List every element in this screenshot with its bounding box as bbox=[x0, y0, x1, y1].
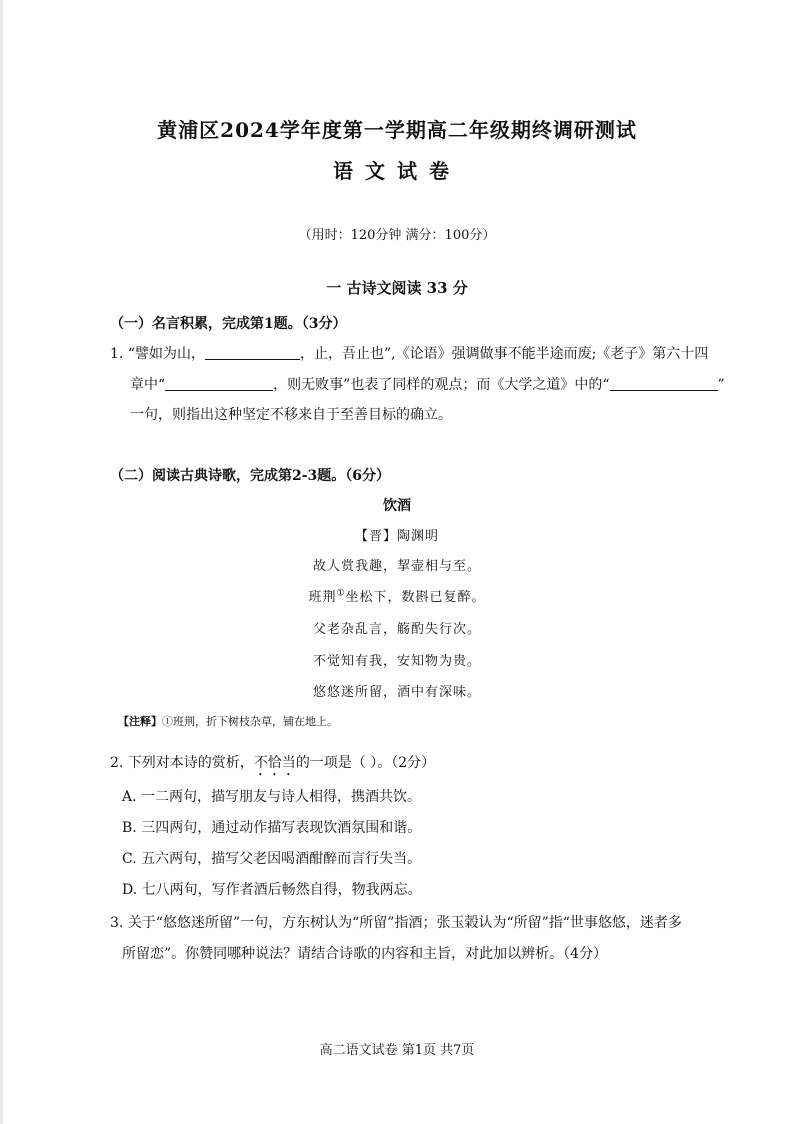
q2-stem-emphasis: 不恰当 bbox=[253, 755, 296, 771]
q1-line1 bbox=[110, 343, 708, 363]
poem-line-3: 父老杂乱言，觞酌失行次。 bbox=[312, 622, 481, 637]
option-text: 五六两句，描写父老因喝酒酣醉而言行失当。 bbox=[141, 851, 422, 867]
q2-option-b[interactable] bbox=[122, 817, 421, 837]
q1-blank-3[interactable] bbox=[610, 376, 718, 391]
q2-option-d[interactable] bbox=[122, 879, 422, 899]
option-label: C. bbox=[122, 851, 137, 867]
q2-option-c[interactable] bbox=[122, 848, 421, 868]
q2-stem-a: 下列对本诗的赏析， bbox=[127, 755, 254, 771]
option-text: 七八两句，写作者酒后畅然自得，物我两忘。 bbox=[141, 882, 422, 898]
q3-number: 3. bbox=[110, 915, 124, 931]
poem-line-2-b: 坐松下，数斟已复醉。 bbox=[345, 590, 486, 605]
annotation-text: ①班荆，折下树枝杂草，铺在地上。 bbox=[162, 715, 338, 728]
q2-stem-b: 的一项是（ ）。（2分） bbox=[295, 755, 436, 771]
q1-text-b: ，止，吾止也”,《论语》强调做事不能半途而废;《老子》第六十四 bbox=[299, 346, 709, 362]
q2-number: 2. bbox=[110, 755, 124, 771]
exam-subtitle: 语文试卷 bbox=[333, 159, 461, 183]
exam-meta: （用时：120分钟 满分：100分） bbox=[298, 228, 496, 243]
q1-text-a: “譬如为山， bbox=[127, 346, 205, 362]
q1-line3: 一句，则指出这种坚定不移来自于至善目标的确立。 bbox=[130, 407, 452, 423]
page-footer: 高二语文试卷 第1页 共7页 bbox=[319, 1043, 475, 1058]
q3-line2: 所留恋”。你赞同哪种说法？请结合诗歌的内容和主旨，对此加以辨析。（4分） bbox=[122, 946, 608, 962]
poem-title: 饮酒 bbox=[383, 498, 411, 514]
q2-stem bbox=[110, 752, 435, 779]
q1-blank-2[interactable] bbox=[165, 376, 273, 391]
q1-line2 bbox=[130, 374, 725, 394]
section-heading: 一 古诗文阅读 33 分 bbox=[326, 279, 468, 297]
q1-text-d: ，则无败事”也表了同样的观点；而《大学之道》中的“ bbox=[273, 377, 610, 393]
annotation-label: 【注释】 bbox=[118, 715, 162, 728]
q1-number: 1. bbox=[110, 346, 124, 362]
poem-annotation bbox=[118, 713, 338, 729]
footnote-marker: ① bbox=[336, 588, 346, 599]
option-label: D. bbox=[122, 882, 138, 898]
option-text: 一二两句，描写朋友与诗人相得，携酒共饮。 bbox=[141, 789, 422, 805]
poem-line-2-a: 班荆 bbox=[308, 590, 337, 605]
exam-title: 黄浦区2024学年度第一学期高二年级期终调研测试 bbox=[157, 118, 637, 142]
option-label: B. bbox=[122, 820, 137, 836]
q1-text-e: ” bbox=[717, 377, 725, 393]
q3-text-1: 关于“悠悠迷所留”一句，方东树认为“所留”指酒；张玉榖认为“所留”指“世事悠悠，迷者多 bbox=[127, 915, 682, 931]
part1-heading: （一）名言积累，完成第1题。（3分） bbox=[110, 316, 347, 332]
option-text: 三四两句，通过动作描写表现饮酒氛围和谐。 bbox=[141, 820, 422, 836]
q2-option-a[interactable] bbox=[122, 786, 421, 806]
poem-line-4: 不觉知有我，安知物为贵。 bbox=[312, 654, 481, 669]
q3-line1 bbox=[110, 912, 682, 932]
q1-blank-1[interactable] bbox=[205, 345, 300, 360]
part2-heading: （二）阅读古典诗歌，完成第2-3题。（6分） bbox=[110, 468, 391, 484]
q1-text-c: 章中“ bbox=[130, 377, 166, 393]
poem-line-2 bbox=[0, 586, 794, 605]
poem-author: 【晋】陶渊明 bbox=[354, 529, 439, 544]
poem-line-1: 故人赏我趣，挈壶相与至。 bbox=[312, 559, 481, 574]
option-label: A. bbox=[122, 789, 137, 805]
poem-line-5: 悠悠迷所留，酒中有深味。 bbox=[312, 685, 481, 700]
